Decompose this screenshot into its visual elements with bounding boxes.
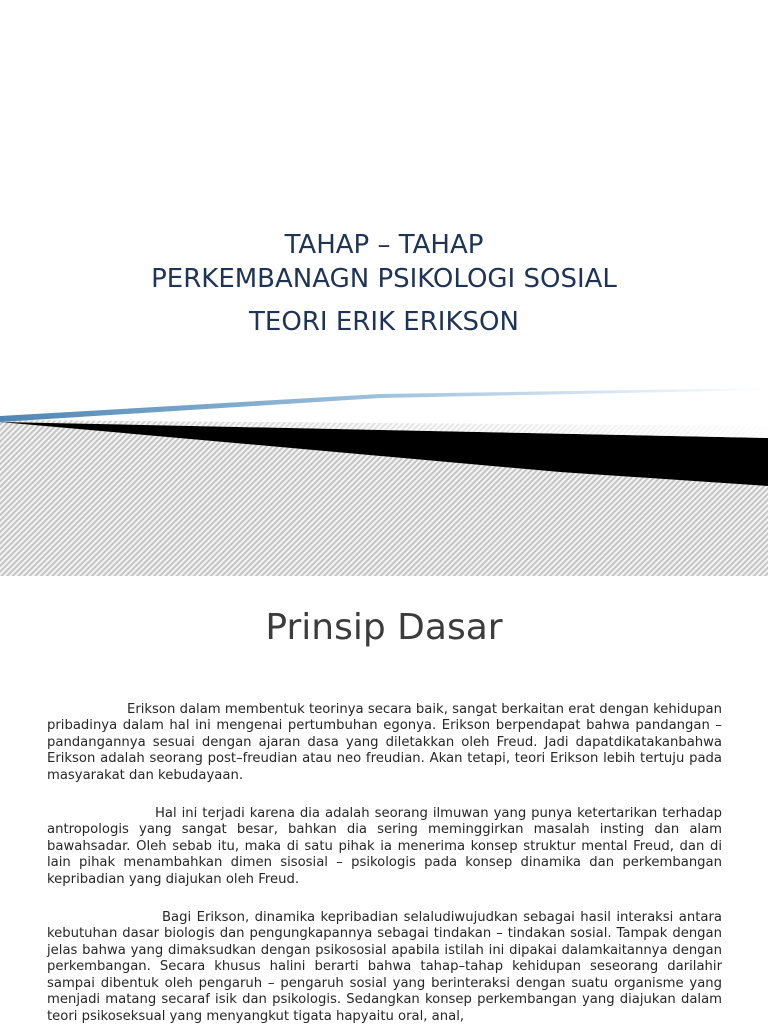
decorative-band — [0, 378, 768, 576]
title-line-1: TAHAP – TAHAP — [284, 230, 484, 260]
title-line-3: TEORI ERIK ERIKSON — [249, 307, 519, 337]
slide-title — [0, 228, 768, 339]
paragraph-3: Bagi Erikson, dinamika kepribadian selaludiwujudkan sebagai hasil interaksi antara kebutuhan dasar biologis dan pengungkapannya sebagai tindakan – tindakan sosial. Tampak dengan jelas bahwa yang dimaksudkan dengan psikososial apabila istilah ini dipakai dalamkaitannya dengan perkembangan. Secara khusus halini berarti bahwa tahap–tahap kehidupan seseorang darilahir sampai dibentuk oleh pengaruh – pengaruh sosial yang berinteraksi dengan suatu organisme yang menjadi matang secaraf isik dan psikologis. Sedangkan konsep perkembangan yang diajukan dalam teori psikoseksual yang menyangkut tigata hapyaitu oral, anal, — [47, 910, 722, 1024]
title-line-2: PERKEMBANAGN PSIKOLOGI SOSIAL — [151, 264, 617, 294]
content-slide — [0, 576, 768, 1024]
paragraph-1: Erikson dalam membentuk teorinya secara baik, sangat berkaitan erat dengan kehidupan pribadinya dalam hal ini mengenai pertumbuhan egonya. Erikson berpendapat bahwa pandangan – pandangannya sesuai dengan ajaran dasa yang diletakkan oleh Freud. Jadi dapatdikatakanbahwa Erikson adalah seorang post–freudian atau neo freudian. Akan tetapi, teori Erikson lebih tertuju pada masyarakat dan kebudayaan. — [47, 702, 722, 783]
paragraph-2: Hal ini terjadi karena dia adalah seorang ilmuwan yang punya ketertarikan terhadap antropologis yang sangat besar, bahkan dia sering meminggirkan masalah insting dan alam bawahsadar. Oleh sebab itu, maka di satu pihak ia menerima konsep struktur mental Freud, dan di lain pihak menambahkan dimen sisosial – psikologis pada konsep dinamika dan perkembangan kepribadian yang diajukan oleh Freud. — [47, 806, 722, 887]
content-heading: Prinsip Dasar — [265, 607, 503, 648]
content-body — [47, 702, 722, 1024]
